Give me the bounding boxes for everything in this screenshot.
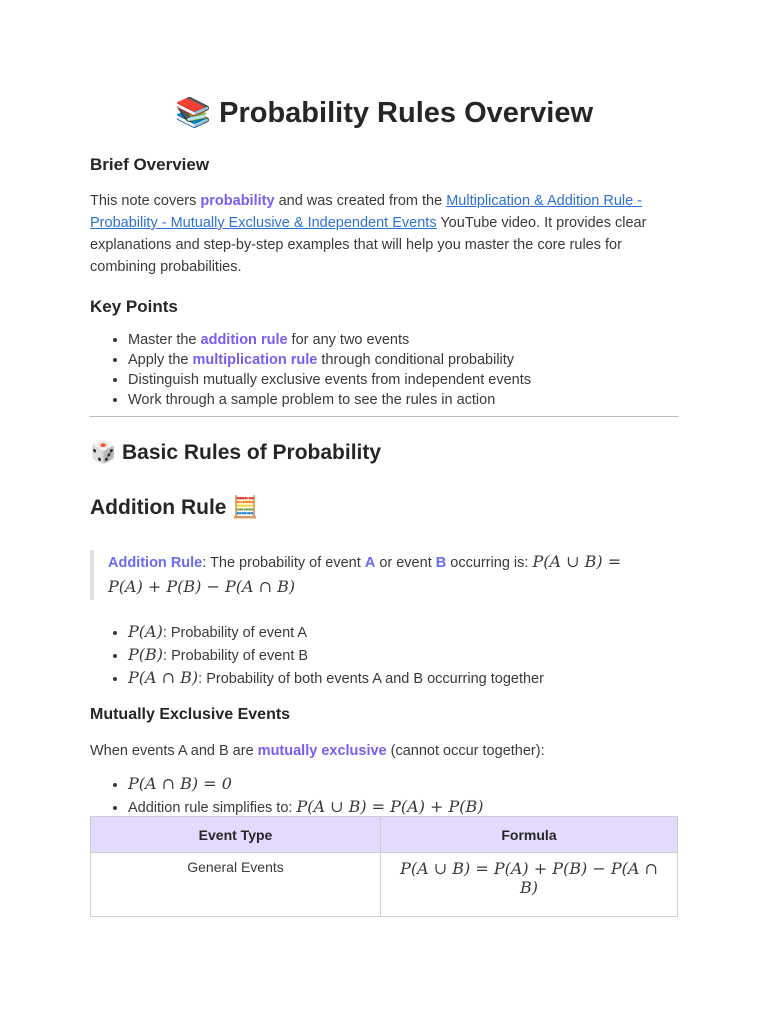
page-title-text: Probability Rules Overview (219, 97, 594, 129)
paragraph-text: (cannot occur together): (386, 743, 545, 759)
column-header-formula: Formula (381, 817, 678, 853)
table-header-row (91, 817, 678, 853)
list-text: : Probability of event A (162, 625, 308, 641)
brief-text-1: This note covers (90, 193, 201, 209)
math-expression: P(B) (128, 645, 164, 664)
list-text: Apply the (128, 352, 193, 368)
quote-text: occurring is: (446, 555, 533, 571)
quote-text: : The probability of event (202, 555, 365, 571)
probability-highlight: probability (200, 193, 275, 209)
abacus-icon: 🧮 (232, 495, 259, 519)
addition-terms-list (90, 621, 544, 690)
addition-rule-quote (90, 550, 678, 600)
formula-part-2: P(A) + P(B) − P(A ∩ B) (108, 577, 296, 596)
list-item (128, 667, 544, 690)
math-expression: P(A ∩ B) = 0 (128, 774, 232, 793)
basic-rules-heading (90, 440, 381, 465)
quote-label: Addition Rule (108, 555, 203, 571)
mutually-exclusive-highlight: mutually exclusive (257, 743, 387, 759)
list-text: through conditional probability (317, 352, 515, 368)
brief-text-2: and was created from the (274, 193, 447, 209)
brief-overview-heading: Brief Overview (90, 155, 210, 174)
list-item: • Distinguish mutually exclusive events from independent events (128, 370, 531, 390)
list-text: for any two events (287, 332, 410, 348)
list-item (128, 350, 531, 370)
table-cell-formula (381, 853, 678, 917)
list-text: Addition rule simplifies to: (128, 800, 297, 816)
event-a-label: A (364, 555, 376, 571)
addition-rule-heading (90, 495, 258, 520)
list-item: • Work through a sample problem to see the rules in action (128, 390, 531, 410)
brief-overview-paragraph (90, 190, 670, 278)
formula-part-1: P(A ∪ B) = (532, 552, 622, 571)
youtube-video-link[interactable]: Multiplication & Addition Rule - Probability - Mutually Exclusive & Independent Events (90, 193, 643, 231)
table-cell-event-type: General Events (91, 853, 381, 917)
math-expression: B) (520, 878, 538, 897)
brief-text-3: YouTube video. It provides clear explanations and step-by-step examples that will help you master the core rules for combining probabilities. (90, 215, 647, 275)
math-expression: P(A ∩ B) (128, 668, 199, 687)
quote-text: or event (375, 555, 436, 571)
column-header-event-type: Event Type (91, 817, 381, 853)
list-item (128, 644, 544, 667)
table-row (91, 853, 678, 917)
page-title (90, 92, 678, 133)
mutually-exclusive-list (90, 773, 484, 819)
list-text: : Probability of event B (163, 648, 309, 664)
multiplication-rule-highlight: multiplication rule (192, 352, 318, 368)
math-expression: P(A) (128, 622, 163, 641)
mutually-exclusive-paragraph (90, 740, 670, 762)
mutually-exclusive-heading: Mutually Exclusive Events (90, 706, 291, 723)
math-expression: P(A ∪ B) = P(A) + P(B) − P(A ∩ (400, 859, 658, 878)
key-points-heading: Key Points (90, 297, 178, 316)
addition-rule-highlight: addition rule (200, 332, 288, 348)
paragraph-text: When events A and B are (90, 743, 258, 759)
books-icon: 📚 (174, 95, 212, 129)
event-b-label: B (435, 555, 447, 571)
addition-rule-text: Addition Rule (90, 496, 227, 519)
list-item (128, 621, 544, 644)
section-divider (90, 416, 678, 417)
basic-rules-text: Basic Rules of Probability (122, 441, 382, 464)
math-expression: P(A ∪ B) = P(A) + P(B) (296, 797, 484, 816)
list-item (128, 330, 531, 350)
event-type-table (90, 816, 678, 917)
list-text: Master the (128, 332, 201, 348)
dice-icon: 🎲 (90, 440, 117, 464)
list-item (128, 773, 484, 796)
key-points-list (90, 330, 531, 410)
list-text: : Probability of both events A and B occurring together (198, 671, 544, 687)
